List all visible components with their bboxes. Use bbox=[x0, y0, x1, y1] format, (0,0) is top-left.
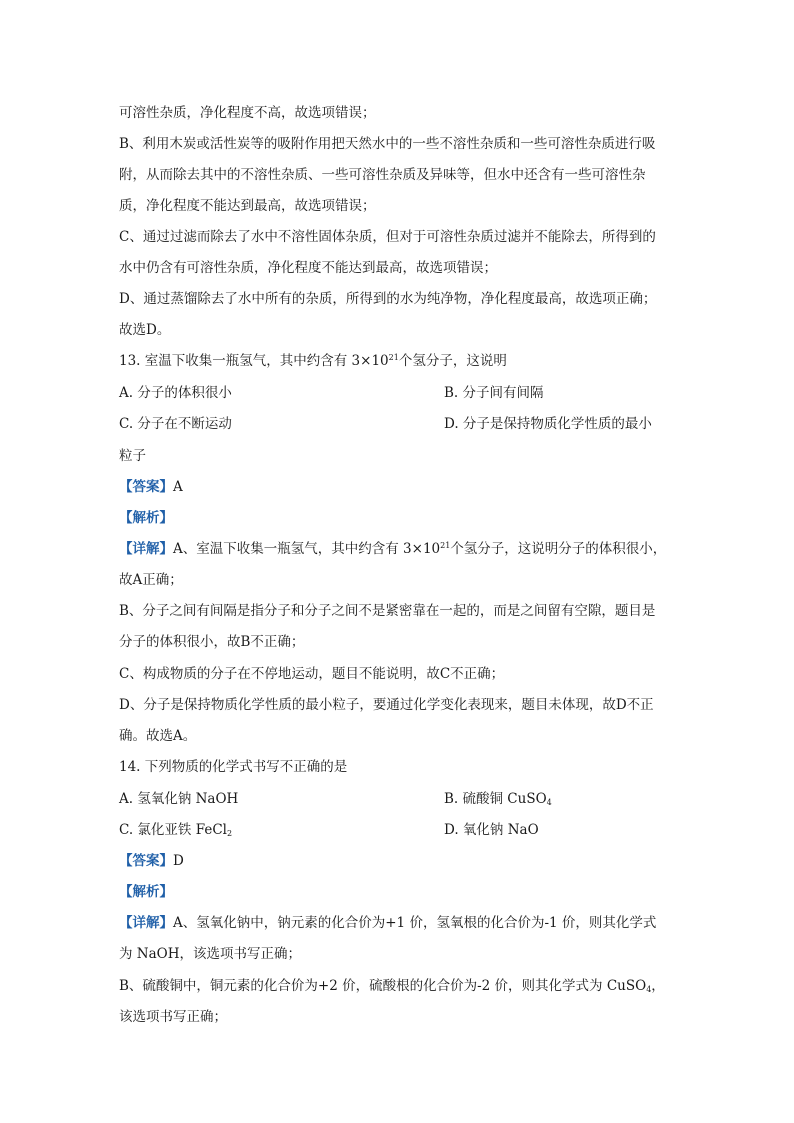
option-d-continued: 粒子 bbox=[119, 448, 146, 464]
option-b: B. 分子间有间隔 bbox=[444, 385, 544, 401]
analysis-tag: 【解析】 bbox=[119, 510, 173, 526]
subscript: 2 bbox=[227, 829, 233, 838]
stem-text: 个氢分子，这说明 bbox=[398, 353, 507, 369]
option-d: D. 分子是保持物质化学性质的最小 bbox=[444, 416, 652, 432]
option-b bbox=[444, 789, 552, 809]
option-c: C. 分子在不断运动 bbox=[119, 416, 232, 432]
text-line: 该选项书写正确； bbox=[119, 1009, 227, 1025]
answer-value: D bbox=[173, 853, 184, 869]
exponent: 21 bbox=[440, 541, 451, 550]
analysis-line bbox=[119, 508, 173, 528]
option-d: D. 氧化钠 NaO bbox=[444, 822, 539, 838]
text-line: 为 NaOH，该选项书写正确； bbox=[119, 946, 301, 962]
text-line: D、通过蒸馏除去了水中所有的杂质，所得到的水为纯净物，净化程度最高，故选项正确； bbox=[119, 291, 657, 307]
stem-text: 13. 室温下收集一瓶氢气，其中约含有 3×10 bbox=[119, 353, 389, 369]
question-14-stem: 14. 下列物质的化学式书写不正确的是 bbox=[119, 759, 348, 775]
text-line: 故选D。 bbox=[119, 322, 171, 338]
analysis-line bbox=[119, 882, 173, 902]
text-line bbox=[119, 976, 665, 996]
option-a: A. 分子的体积很小 bbox=[119, 385, 232, 401]
text-line: B、利用木炭或活性炭等的吸附作用把天然水中的一些不溶性杂质和一些可溶性杂质进行吸 bbox=[119, 136, 656, 152]
text-line: 附，从而除去其中的不溶性杂质、一些可溶性杂质及异味等，但水中还含有一些可溶性杂 bbox=[119, 167, 646, 183]
text-line: 质，净化程度不能达到最高，故选项错误； bbox=[119, 198, 376, 214]
detail-text: 个氢分子，这说明分子的体积很小， bbox=[450, 541, 667, 557]
detail-line bbox=[119, 539, 666, 559]
option-c bbox=[119, 820, 232, 840]
detail-text: A、氢氧化钠中，钠元素的化合价为+1 价，氢氧根的化合价为-1 价，则其化学式 bbox=[173, 915, 657, 931]
detail-line bbox=[119, 913, 656, 933]
analysis-tag: 【解析】 bbox=[119, 884, 173, 900]
text-line: C、通过过滤而除去了水中不溶性固体杂质，但对于可溶性杂质过滤并不能除去，所得到的 bbox=[119, 229, 656, 245]
question-13-stem bbox=[119, 351, 507, 371]
text-line: B、分子之间有间隔是指分子和分子之间不是紧密靠在一起的，而是之间留有空隙，题目是 bbox=[119, 603, 656, 619]
text-line: C、构成物质的分子在不停地运动，题目不能说明，故C不正确； bbox=[119, 666, 505, 682]
detail-text: ， bbox=[651, 978, 665, 994]
option-text: C. 氯化亚铁 FeCl bbox=[119, 822, 227, 838]
exponent: 21 bbox=[388, 353, 399, 362]
text-line: 可溶性杂质，净化程度不高，故选项错误； bbox=[119, 105, 376, 121]
subscript: 4 bbox=[646, 985, 652, 994]
option-text: B. 硫酸铜 CuSO bbox=[444, 791, 547, 807]
detail-tag: 【详解】 bbox=[119, 915, 173, 931]
answer-tag: 【答案】 bbox=[119, 853, 173, 869]
detail-text: A、室温下收集一瓶氢气，其中约含有 3×10 bbox=[173, 541, 441, 557]
text-line: D、分子是保持物质化学性质的最小粒子，要通过化学变化表现来，题目未体现，故D不正 bbox=[119, 697, 654, 713]
detail-tag: 【详解】 bbox=[119, 541, 173, 557]
answer-value: A bbox=[173, 479, 183, 495]
subscript: 4 bbox=[546, 798, 552, 807]
option-a: A. 氢氧化钠 NaOH bbox=[119, 791, 239, 807]
text-line: 确。故选A。 bbox=[119, 728, 197, 744]
text-line: 分子的体积很小，故B不正确； bbox=[119, 634, 305, 650]
answer-line bbox=[119, 477, 183, 497]
text-line: 故A正确； bbox=[119, 572, 183, 588]
text-line: 水中仍含有可溶性杂质，净化程度不能达到最高，故选项错误； bbox=[119, 260, 497, 276]
answer-line bbox=[119, 851, 184, 871]
detail-text: B、硫酸铜中，铜元素的化合价为+2 价，硫酸根的化合价为-2 价，则其化学式为 CuSO bbox=[119, 978, 647, 994]
answer-tag: 【答案】 bbox=[119, 479, 173, 495]
